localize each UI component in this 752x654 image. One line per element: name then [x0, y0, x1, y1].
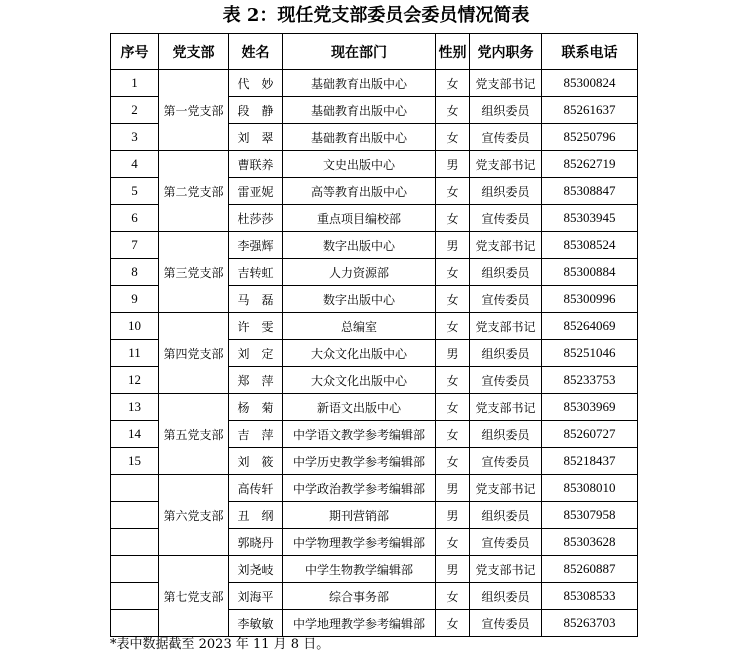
member-phone: 85300824 [542, 70, 638, 97]
member-department: 数字出版中心 [283, 286, 436, 313]
member-phone: 85300996 [542, 286, 638, 313]
member-party-role: 党支部书记 [470, 556, 542, 583]
member-party-role: 党支部书记 [470, 70, 542, 97]
member-department: 中学地理教学参考编辑部 [283, 610, 436, 637]
member-gender: 男 [436, 502, 470, 529]
row-number: 8 [111, 259, 159, 286]
member-department: 基础教育出版中心 [283, 124, 436, 151]
member-name: 丑 纲 [229, 502, 283, 529]
member-department: 中学语文教学参考编辑部 [283, 421, 436, 448]
member-party-role: 宣传委员 [470, 124, 542, 151]
member-name: 雷亚妮 [229, 178, 283, 205]
member-name: 杜莎莎 [229, 205, 283, 232]
member-phone: 85260727 [542, 421, 638, 448]
row-number [111, 610, 159, 637]
member-phone: 85251046 [542, 340, 638, 367]
branch-name: 第二党支部 [159, 151, 229, 232]
member-party-role: 宣传委员 [470, 205, 542, 232]
member-party-role: 宣传委员 [470, 529, 542, 556]
member-party-role: 宣传委员 [470, 610, 542, 637]
header-role: 党内职务 [470, 34, 542, 70]
row-number: 11 [111, 340, 159, 367]
header-no: 序号 [111, 34, 159, 70]
member-name: 刘 定 [229, 340, 283, 367]
member-gender: 女 [436, 583, 470, 610]
member-name: 曹联养 [229, 151, 283, 178]
member-name: 高传轩 [229, 475, 283, 502]
member-department: 基础教育出版中心 [283, 97, 436, 124]
member-party-role: 组织委员 [470, 259, 542, 286]
member-phone: 85260887 [542, 556, 638, 583]
member-gender: 男 [436, 232, 470, 259]
member-name: 段 静 [229, 97, 283, 124]
member-party-role: 宣传委员 [470, 286, 542, 313]
member-gender: 女 [436, 610, 470, 637]
member-phone: 85264069 [542, 313, 638, 340]
member-department: 新语文出版中心 [283, 394, 436, 421]
member-phone: 85303945 [542, 205, 638, 232]
member-name: 杨 菊 [229, 394, 283, 421]
row-number [111, 502, 159, 529]
member-phone: 85308010 [542, 475, 638, 502]
member-phone: 85261637 [542, 97, 638, 124]
row-number: 4 [111, 151, 159, 178]
row-number [111, 475, 159, 502]
member-department: 中学物理教学参考编辑部 [283, 529, 436, 556]
member-phone: 85218437 [542, 448, 638, 475]
member-party-role: 党支部书记 [470, 475, 542, 502]
branch-committee-table [110, 33, 638, 637]
member-phone: 85303628 [542, 529, 638, 556]
member-phone: 85263703 [542, 610, 638, 637]
member-party-role: 党支部书记 [470, 151, 542, 178]
member-department: 数字出版中心 [283, 232, 436, 259]
branch-name: 第四党支部 [159, 313, 229, 394]
row-number: 7 [111, 232, 159, 259]
member-gender: 女 [436, 178, 470, 205]
member-phone: 85300884 [542, 259, 638, 286]
member-department: 大众文化出版中心 [283, 367, 436, 394]
member-gender: 女 [436, 421, 470, 448]
row-number: 2 [111, 97, 159, 124]
member-department: 人力资源部 [283, 259, 436, 286]
member-gender: 女 [436, 97, 470, 124]
member-gender: 男 [436, 340, 470, 367]
member-name: 刘尧岐 [229, 556, 283, 583]
header-gender: 性别 [436, 34, 470, 70]
member-party-role: 组织委员 [470, 583, 542, 610]
member-phone: 85307958 [542, 502, 638, 529]
member-gender: 女 [436, 286, 470, 313]
member-name: 刘 筱 [229, 448, 283, 475]
member-party-role: 组织委员 [470, 178, 542, 205]
table-row [111, 232, 638, 259]
member-phone: 85250796 [542, 124, 638, 151]
member-name: 郭晓丹 [229, 529, 283, 556]
table-row [111, 151, 638, 178]
table-title: 表 2：现任党支部委员会委员情况简表 [222, 5, 530, 26]
member-phone: 85308524 [542, 232, 638, 259]
member-party-role: 党支部书记 [470, 394, 542, 421]
branch-name: 第三党支部 [159, 232, 229, 313]
member-gender: 女 [436, 367, 470, 394]
member-party-role: 组织委员 [470, 340, 542, 367]
row-number: 1 [111, 70, 159, 97]
member-gender: 女 [436, 259, 470, 286]
member-gender: 女 [436, 70, 470, 97]
member-name: 李强辉 [229, 232, 283, 259]
member-party-role: 组织委员 [470, 421, 542, 448]
member-gender: 女 [436, 313, 470, 340]
member-party-role: 宣传委员 [470, 448, 542, 475]
member-name: 刘 翠 [229, 124, 283, 151]
table-body [111, 70, 638, 637]
member-department: 文史出版中心 [283, 151, 436, 178]
table-row [111, 556, 638, 583]
member-department: 中学政治教学参考编辑部 [283, 475, 436, 502]
table-row [111, 475, 638, 502]
member-name: 代 妙 [229, 70, 283, 97]
member-phone: 85308533 [542, 583, 638, 610]
member-gender: 女 [436, 124, 470, 151]
row-number: 13 [111, 394, 159, 421]
member-gender: 男 [436, 151, 470, 178]
header-phone: 联系电话 [542, 34, 638, 70]
table-row [111, 394, 638, 421]
member-gender: 女 [436, 394, 470, 421]
row-number [111, 556, 159, 583]
member-phone: 85303969 [542, 394, 638, 421]
row-number: 15 [111, 448, 159, 475]
row-number: 3 [111, 124, 159, 151]
member-gender: 女 [436, 448, 470, 475]
member-name: 刘海平 [229, 583, 283, 610]
row-number: 12 [111, 367, 159, 394]
member-name: 郑 萍 [229, 367, 283, 394]
row-number: 5 [111, 178, 159, 205]
branch-name: 第六党支部 [159, 475, 229, 556]
row-number [111, 583, 159, 610]
row-number [111, 529, 159, 556]
member-department: 中学历史教学参考编辑部 [283, 448, 436, 475]
member-department: 综合事务部 [283, 583, 436, 610]
row-number: 6 [111, 205, 159, 232]
header-branch: 党支部 [159, 34, 229, 70]
table-row [111, 70, 638, 97]
member-department: 高等教育出版中心 [283, 178, 436, 205]
member-party-role: 党支部书记 [470, 313, 542, 340]
member-gender: 男 [436, 475, 470, 502]
member-name: 吉转虹 [229, 259, 283, 286]
member-department: 大众文化出版中心 [283, 340, 436, 367]
member-department: 中学生物教学编辑部 [283, 556, 436, 583]
member-name: 吉 萍 [229, 421, 283, 448]
member-name: 李敏敏 [229, 610, 283, 637]
member-phone: 85233753 [542, 367, 638, 394]
member-phone: 85262719 [542, 151, 638, 178]
table-row [111, 313, 638, 340]
member-party-role: 宣传委员 [470, 367, 542, 394]
member-gender: 女 [436, 529, 470, 556]
member-department: 总编室 [283, 313, 436, 340]
member-phone: 85308847 [542, 178, 638, 205]
branch-name: 第五党支部 [159, 394, 229, 475]
member-name: 马 磊 [229, 286, 283, 313]
member-gender: 女 [436, 205, 470, 232]
footnote: *表中数据截至 2023 年 11 月 8 日。 [110, 637, 330, 652]
header-row [111, 34, 638, 70]
member-department: 期刊营销部 [283, 502, 436, 529]
member-department: 基础教育出版中心 [283, 70, 436, 97]
header-name: 姓名 [229, 34, 283, 70]
row-number: 14 [111, 421, 159, 448]
row-number: 10 [111, 313, 159, 340]
branch-name: 第一党支部 [159, 70, 229, 151]
branch-name: 第七党支部 [159, 556, 229, 637]
header-dept: 现在部门 [283, 34, 436, 70]
member-name: 许 雯 [229, 313, 283, 340]
member-party-role: 组织委员 [470, 502, 542, 529]
member-department: 重点项目编校部 [283, 205, 436, 232]
member-party-role: 党支部书记 [470, 232, 542, 259]
member-party-role: 组织委员 [470, 97, 542, 124]
member-gender: 男 [436, 556, 470, 583]
row-number: 9 [111, 286, 159, 313]
